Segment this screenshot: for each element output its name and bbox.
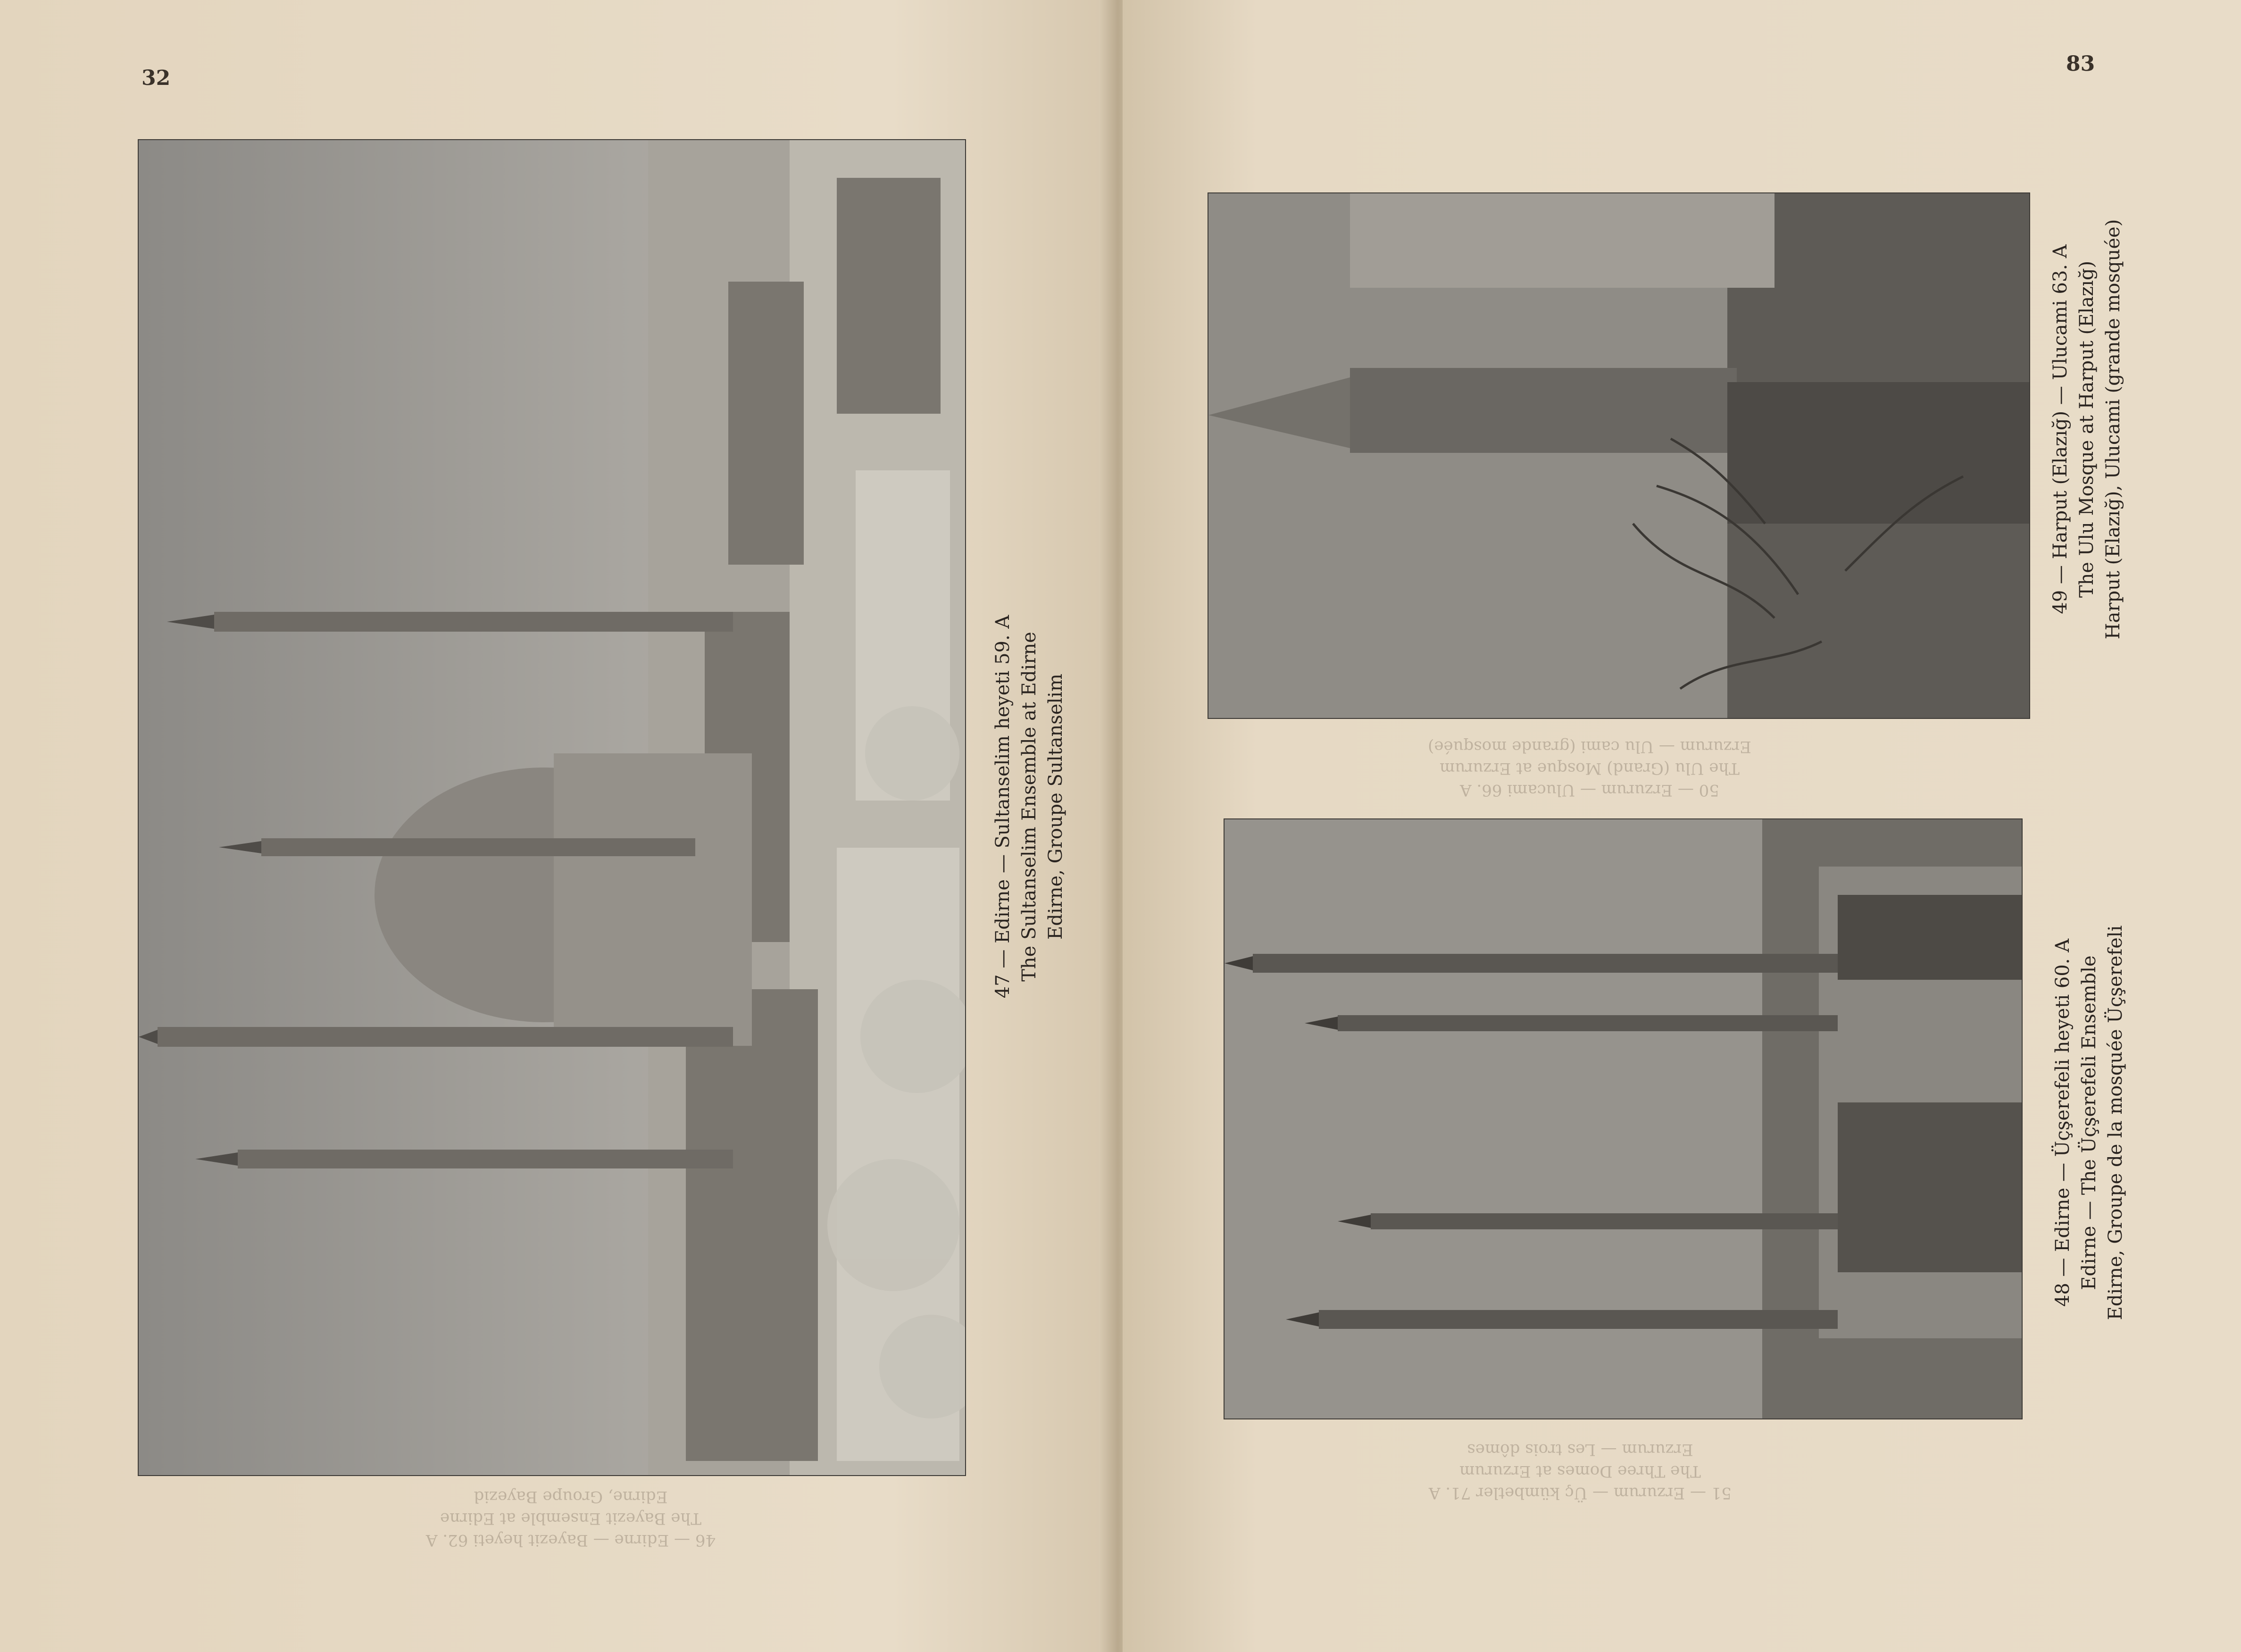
caption-line-3: Harput (Elazığ), Ulucami (grande mosquée)	[2102, 219, 2124, 640]
bleed-through-text: 46 — Edirne — Bayezit heyeti 62. A The Bayezit Ensemble at Edirne Edirne, Groupe Bayezid	[425, 1487, 716, 1550]
page-number-left: 32	[142, 66, 171, 90]
caption-line-3: Edirne, Groupe de la mosquée Üçşerefeli	[2105, 925, 2126, 1320]
caption-line-1: 47 — Edirne — Sultanselim heyeti 59. A	[992, 615, 1014, 999]
harput-caption	[2047, 193, 2126, 665]
caption-line-2: The Ulu Mosque at Harput (Elazığ)	[2076, 260, 2098, 598]
left-page	[0, 0, 1113, 1652]
caption-line-1: 49 — Harput (Elazığ) — Ulucami 63. A	[2049, 244, 2071, 614]
ucserefeli-caption	[2049, 887, 2129, 1359]
caption-line-3: Edirne, Groupe Sultanselim	[1045, 674, 1066, 940]
bleed-through-text-bottom: 51 — Erzurum — Üç kümbetler 71. A The Three Domes at Erzurum Erzurum — Les trois dômes	[1428, 1440, 1732, 1502]
bleed-through-text-top: 50 — Erzurum — Ulucami 66. A The Ulu (Grand) Mosque at Erzurum Erzurum — Ulu cami (grande mosquée)	[1428, 737, 1751, 800]
sultanselim-caption	[990, 583, 1069, 1031]
sultanselim-photo	[138, 139, 966, 1476]
caption-line-1: 48 — Edirne — Üçşerefeli heyeti 60. A	[2052, 938, 2074, 1307]
caption-line-2: The Sultanselim Ensemble at Edirne	[1018, 632, 1040, 982]
page-number-right: 83	[2066, 52, 2095, 76]
right-page	[1123, 0, 2241, 1652]
caption-line-2: Edirne — The Üçşerefeli Ensemble	[2078, 955, 2100, 1290]
harput-ulucami-photo	[1208, 192, 2030, 719]
ucserefeli-photo	[1224, 818, 2023, 1419]
